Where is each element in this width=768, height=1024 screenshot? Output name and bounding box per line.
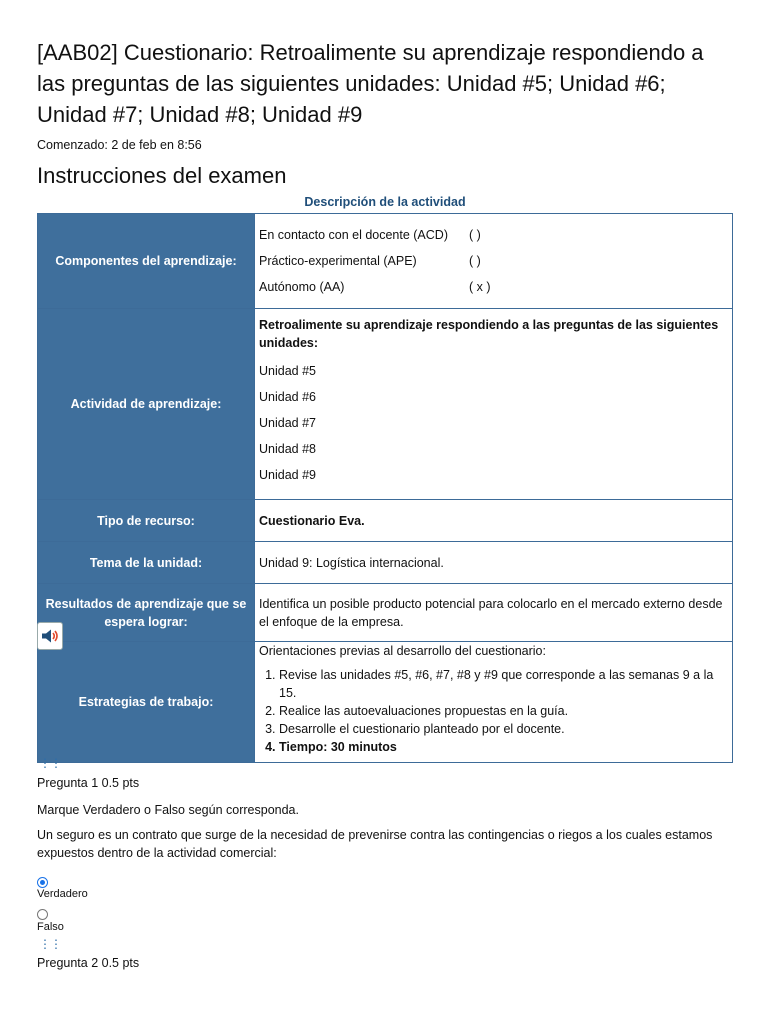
unit-item: Unidad #7	[259, 416, 316, 430]
question-title: Pregunta 1 0.5 pts	[37, 776, 140, 790]
component-mark: ( )	[469, 254, 481, 268]
components-label: Componentes del aprendizaje:	[38, 214, 255, 309]
instructions-heading: Instrucciones del examen	[37, 163, 287, 188]
table-row	[38, 309, 733, 500]
activity-label: Actividad de aprendizaje:	[38, 309, 255, 500]
table-row	[38, 214, 733, 309]
table-row	[38, 584, 733, 642]
components-value	[255, 214, 733, 309]
unit-item: Unidad #9	[259, 468, 316, 482]
strategy-step: 4. Tiempo: 30 minutos	[279, 738, 726, 756]
question-instruction: Marque Verdadero o Falso según corresponda.	[37, 803, 299, 817]
component-name: En contacto con el docente (ACD)	[259, 228, 448, 242]
activity-value	[255, 309, 733, 500]
radio-falso[interactable]	[37, 909, 48, 920]
radio-verdadero[interactable]	[37, 877, 48, 888]
question-text: Un seguro es un contrato que surge de la necesidad de prevenirse contra las contingencias o riegos a los cuales estamos expuestos dentro de la actividad comercial:	[37, 828, 713, 860]
table-row	[38, 642, 733, 763]
topic-value: Unidad 9: Logística internacional.	[255, 542, 733, 584]
table-row	[38, 542, 733, 584]
component-option	[259, 248, 726, 274]
component-name: Práctico-experimental (APE)	[259, 254, 417, 268]
drag-handle-icon[interactable]: ⋮⋮	[39, 756, 61, 770]
component-mark: ( )	[469, 228, 481, 242]
activity-heading: Retroalimente su aprendizaje respondiendo a las preguntas de las siguientes unidades:	[259, 318, 719, 350]
option-label: Verdadero	[37, 888, 88, 900]
page-title: [AAB02] Cuestionario: Retroalimente su aprendizaje respondiendo a las preguntas de las siguientes unidades: Unidad #5; Unidad #6; Unidad #7; Unidad #8; Unidad #9	[37, 40, 704, 127]
started-timestamp: Comenzado: 2 de feb en 8:56	[37, 138, 202, 152]
strategies-value	[255, 642, 733, 763]
resource-label: Tipo de recurso:	[38, 500, 255, 542]
activity-table	[37, 213, 733, 763]
strategy-step: 3. Desarrolle el cuestionario planteado por el docente.	[279, 720, 726, 738]
component-option	[259, 274, 726, 300]
topic-label: Tema de la unidad:	[38, 542, 255, 584]
component-name: Autónomo (AA)	[259, 280, 345, 294]
table-caption: Descripción de la actividad	[304, 195, 466, 209]
strategies-list	[259, 666, 726, 756]
option-label: Falso	[37, 921, 64, 933]
unit-item: Unidad #6	[259, 390, 316, 404]
resource-value: Cuestionario Eva.	[255, 500, 733, 542]
strategy-step: 1. Revise las unidades #5, #6, #7, #8 y #9 que corresponde a las semanas 9 a la 15.	[279, 666, 726, 702]
strategies-intro: Orientaciones previas al desarrollo del cuestionario:	[259, 644, 546, 658]
unit-item: Unidad #8	[259, 442, 316, 456]
component-mark: ( x )	[469, 280, 491, 294]
question-title: Pregunta 2 0.5 pts	[37, 956, 140, 970]
results-value: Identifica un posible producto potencial para colocarlo en el mercado externo desde el enfoque de la empresa.	[255, 584, 733, 642]
speaker-button[interactable]	[37, 622, 63, 650]
strategies-label: Estrategias de trabajo:	[38, 642, 255, 763]
unit-item: Unidad #5	[259, 364, 316, 378]
speaker-icon	[41, 629, 59, 643]
component-option	[259, 222, 726, 248]
drag-handle-icon[interactable]: ⋮⋮	[39, 937, 61, 951]
strategy-step: 2. Realice las autoevaluaciones propuestas en la guía.	[279, 702, 726, 720]
table-row	[38, 500, 733, 542]
results-label: Resultados de aprendizaje que se espera lograr:	[38, 584, 255, 642]
